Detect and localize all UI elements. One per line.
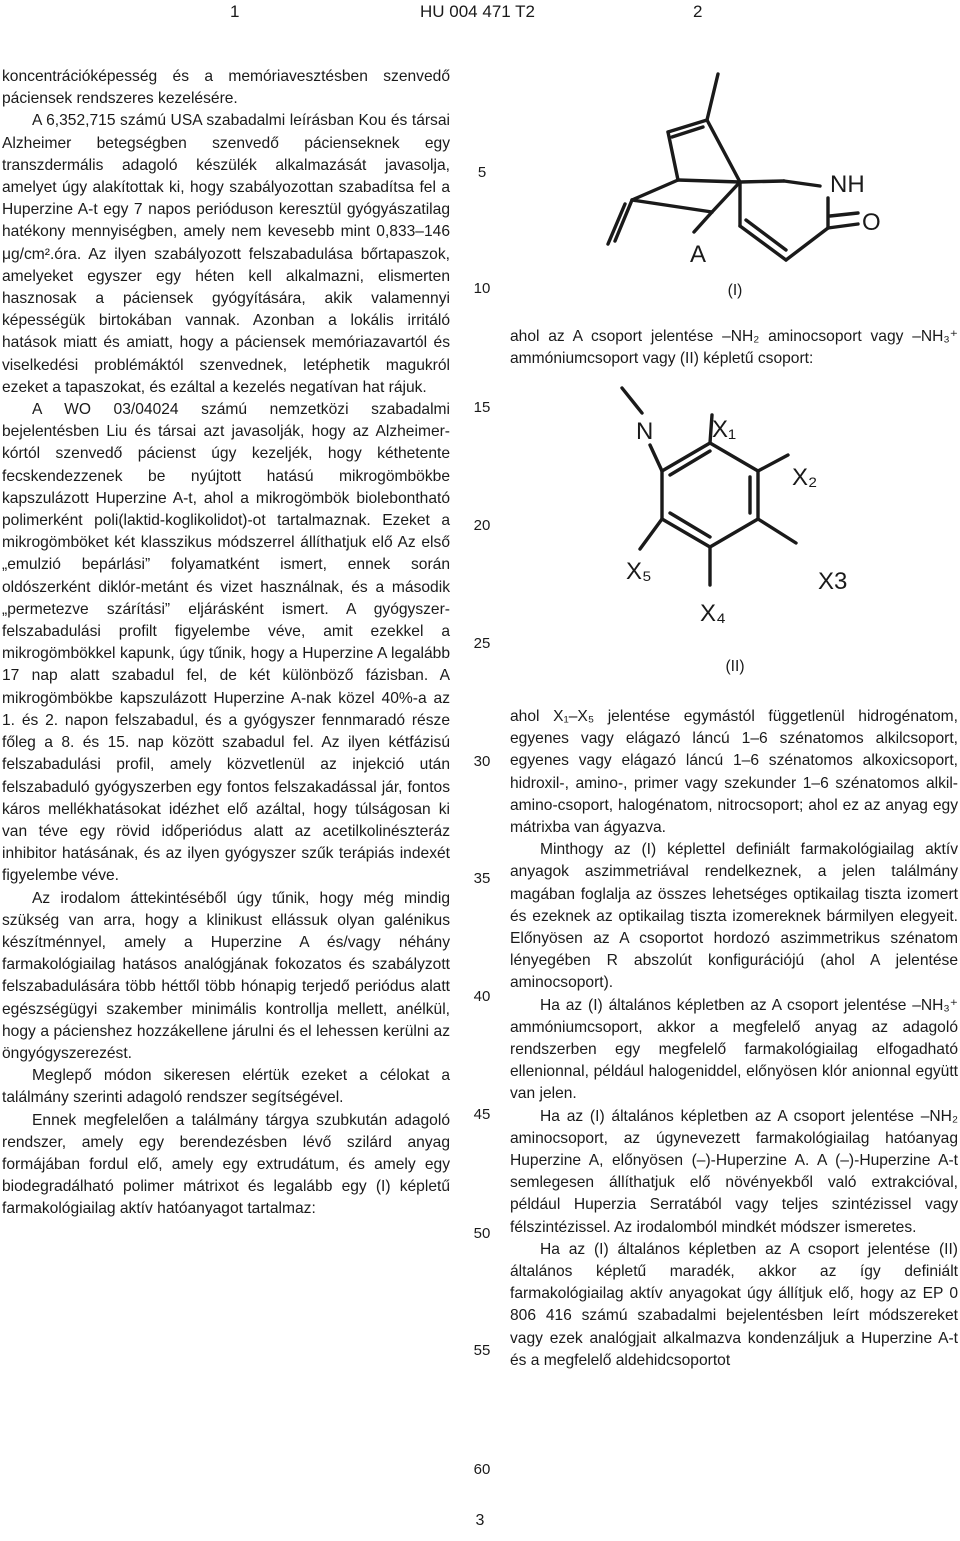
page-number-right: 2 bbox=[693, 2, 703, 21]
atom-x1: X₁ bbox=[712, 416, 737, 443]
right-paragraph-4: Ha az (I) általános képletben az A csoport jelentése –NH₂ aminocsoport, az úgynevezett farmakológiailag hatóanyag Huperzine A, előnyösen (–)-Huperzine A. A (–)-Huperzine A-t semlegesen állíthatjuk elő növényekből való extrakcióval, például Huperzia Serratából vagy teljes szintézissel vagy félszintézissel. Az irodalomból mindkét módszer ismeretes. bbox=[510, 1107, 958, 1236]
left-paragraph-3: A WO 03/04024 számú nemzetközi szabadalmi bejelentésben Liu és társai azt javasolják, hogy az Alzheimer-kórtól szenvedő pácienst úgy kezeljék, hogy kéthetente fecskendezzenek be nyújtott hatású mikrogömbökbe kapszulázott Huperzine A-t, ahol a mikrogömbök biolebontható polimerként poli(laktid-koglikolidot)-ot tartalmaznak. Ezeket a mikrogömböket két klasszikus módszerrel állíthatjuk elő Az első „emulzió bepárlási” folyamatként ismert, ennek során oldószerként diklór-metánt és vizet használnak, és a második „permetezve szárítási” eljárásként ismert. A gyógyszer-felszabadulási profilt figyelembe véve, amit ezekkel a mikrogömbökkel kapunk, úgy tűnik, hogy a Huperzine A legalább 17 nap alatt szabadul fel, de két különböző fázisban. A mikrogömbökbe kapszulázott Huperzine A-nak közel 40%-a az 1. és 2. napon felszabadul, és a gyógyszer fennmaradó része főleg a 8. és 15. nap között szabadul fel. Az ilyen kétfázisú felszabadulási profil, amely közvetlenül az injekció után felszabaduló gyógyszerben egy fontos felszakadással jár, fontos káros mellékhatásokat idézhet elő azáltal, hogy túlságosan ki van téve egy rövid időperiódus alatt az acetilkolinészteráz inhibitor hatásának, és az ilyen gyógyszer szűk terápiás indexét figyelembe véve. bbox=[2, 401, 450, 885]
patent-number: HU 004 471 T2 bbox=[420, 2, 535, 21]
line-number-40: 40 bbox=[473, 988, 491, 1005]
line-number-15: 15 bbox=[473, 399, 491, 416]
left-paragraph-1: koncentrációképesség és a memóriavesztésben szenvedő páciensek rendszeres kezelésére. bbox=[2, 68, 450, 108]
left-paragraph-2: A 6,352,715 számú USA szabadalmi leírásban Kou és társai Alzheimer betegségben szenvedő pácienseknek egy transzdermális adagoló készülék alkalmazását javasolja, amelyet úgy alakítottak ki, hogy szabályozottan szabadítsa fel a Huperzine A-t egy 7 napos perióduson keresztül gyógyászatilag hatékony mennyiségben, amely nem kevesebb mint 0,833–146 μg/cm².óra. Az ilyen szabályozott felszabadulása bőrtapaszok, amelyeket egyszer egy héten kell alkalmazni, elismerten hasznosak a páciensek gyógyítására, akik valamennyi képességük birtokában vannak. Azonban a lokális irritáló hatások miatt és amiatt, hogy a páciensek memóriazavartól és viselkedési problémáktól szenvednek, letéphetik magukról ezeket a tapaszokat, és ezáltal a kezelés negatívan hat rájuk. bbox=[2, 112, 450, 396]
left-column bbox=[2, 66, 450, 1221]
line-number-25: 25 bbox=[473, 635, 491, 652]
right-paragraph-5: Ha az (I) általános képletben az A csoport jelentése (II) általános képletű maradék, akkor az így definiált farmakológiailag aktív anyagokat úgy állítjuk elő, hogy az EP 0 806 416 számú szabadalmi bejelentésben leírt módszereket vagy ezek analógjait alkalmazva kondenzáljuk a Huperzine A-t és a megfelelő aldehidcsoportot bbox=[510, 1240, 958, 1369]
line-number-5: 5 bbox=[477, 164, 487, 181]
formula-i-explanation: ahol az A csoport jelentése –NH₂ aminocsoport vagy –NH₃⁺ ammóniumcsoport vagy (II) képletű csoport: bbox=[510, 328, 958, 368]
formula-i-label: (I) bbox=[727, 282, 743, 299]
atom-a: A bbox=[690, 241, 707, 268]
left-paragraph-4: Az irodalom áttekintéséből úgy tűnik, hogy még mindig szükség van arra, hogy a klinikust ellássuk olyan galénikus készítménnyel, amely a Huperzine A és/vagy néhány farmakológiailag hatásos analógjának fokozatos és szabályzott felszabadulására több héttől több hónapig terjedő periódus alatt egészségügyi szakember minimális kontrollja mellett, anélkül, hogy a pácienshez hozzákellene járulni és el lehessen kerülni az öngyógyszerezést. bbox=[2, 889, 450, 1062]
formula-ii-label: (II) bbox=[725, 658, 745, 675]
right-column bbox=[510, 706, 958, 1372]
formula-i-structure bbox=[590, 66, 920, 276]
line-number-45: 45 bbox=[473, 1106, 491, 1123]
line-number-30: 30 bbox=[473, 753, 491, 770]
atom-x4: X₄ bbox=[700, 600, 726, 627]
page-number-left: 1 bbox=[230, 2, 240, 21]
atom-nh: NH bbox=[830, 171, 865, 198]
right-paragraph-3: Ha az (I) általános képletben az A csoport jelentése –NH₃⁺ ammóniumcsoport, akkor a megfelelő anyag az adagoló rendszerben egy megfelelő farmakológiailag elfogadható ellenionnal, például halogeniddel, előnyösen klór anionnal együtt van jelen. bbox=[510, 996, 958, 1103]
left-paragraph-5: Meglepő módon sikeresen elértük ezeket a célokat a találmány szerinti adagoló rendszer segítségével. bbox=[2, 1067, 450, 1107]
line-number-55: 55 bbox=[473, 1342, 491, 1359]
atom-x3: X3 bbox=[818, 568, 848, 595]
line-number-50: 50 bbox=[473, 1225, 491, 1242]
footer-page-number: 3 bbox=[475, 1512, 485, 1529]
right-paragraph-1: ahol X₁–X₅ jelentése egymástól függetlenül hidrogénatom, egyenes vagy elágazó láncú 1–6 szénatomos alkilcsoport, egyenes vagy elágazó láncú 1–6 szénatomos alkoxicsoport, hidroxil-, amino-, primer vagy szekunder 1–6 szénatomos alkil-amino-csoport, halogénatom, nitrocsoport; ahol ez az anyag egy mátrixba van ágyazva. bbox=[510, 708, 958, 837]
atom-x5: X₅ bbox=[626, 558, 652, 585]
atom-n: N bbox=[636, 418, 654, 445]
line-number-10: 10 bbox=[473, 280, 491, 297]
formula-ii-structure bbox=[600, 385, 930, 635]
line-number-20: 20 bbox=[473, 517, 491, 534]
atom-o: O bbox=[862, 209, 881, 236]
line-number-60: 60 bbox=[473, 1461, 491, 1478]
line-number-35: 35 bbox=[473, 870, 491, 887]
left-paragraph-6: Ennek megfelelően a találmány tárgya szubkután adagoló rendszer, amely egy berendezésben lévő szilárd anyag formájában fordul elő, amely egy extrudátum, és amely egy biodegradálható polimer mátrixot és legalább egy (I) képletű farmakológiailag aktív hatóanyagot tartalmaz: bbox=[2, 1111, 450, 1218]
atom-x2: X₂ bbox=[792, 464, 818, 491]
right-paragraph-2: Minthogy az (I) képlettel definiált farmakológiailag aktív anyagok aszimmetriával rendelkeznek, a jelen találmány magában foglalja az összes lehetséges optikailag tiszta izomert és ezeknek az optikailag tiszta izomereknek bármilyen elegyeit. Előnyösen az A csoportot hordozó aszimmetrikus szénatom lényegében R abszolút konfigurációjú (ahol A jelentése aminocsoport). bbox=[510, 841, 958, 992]
